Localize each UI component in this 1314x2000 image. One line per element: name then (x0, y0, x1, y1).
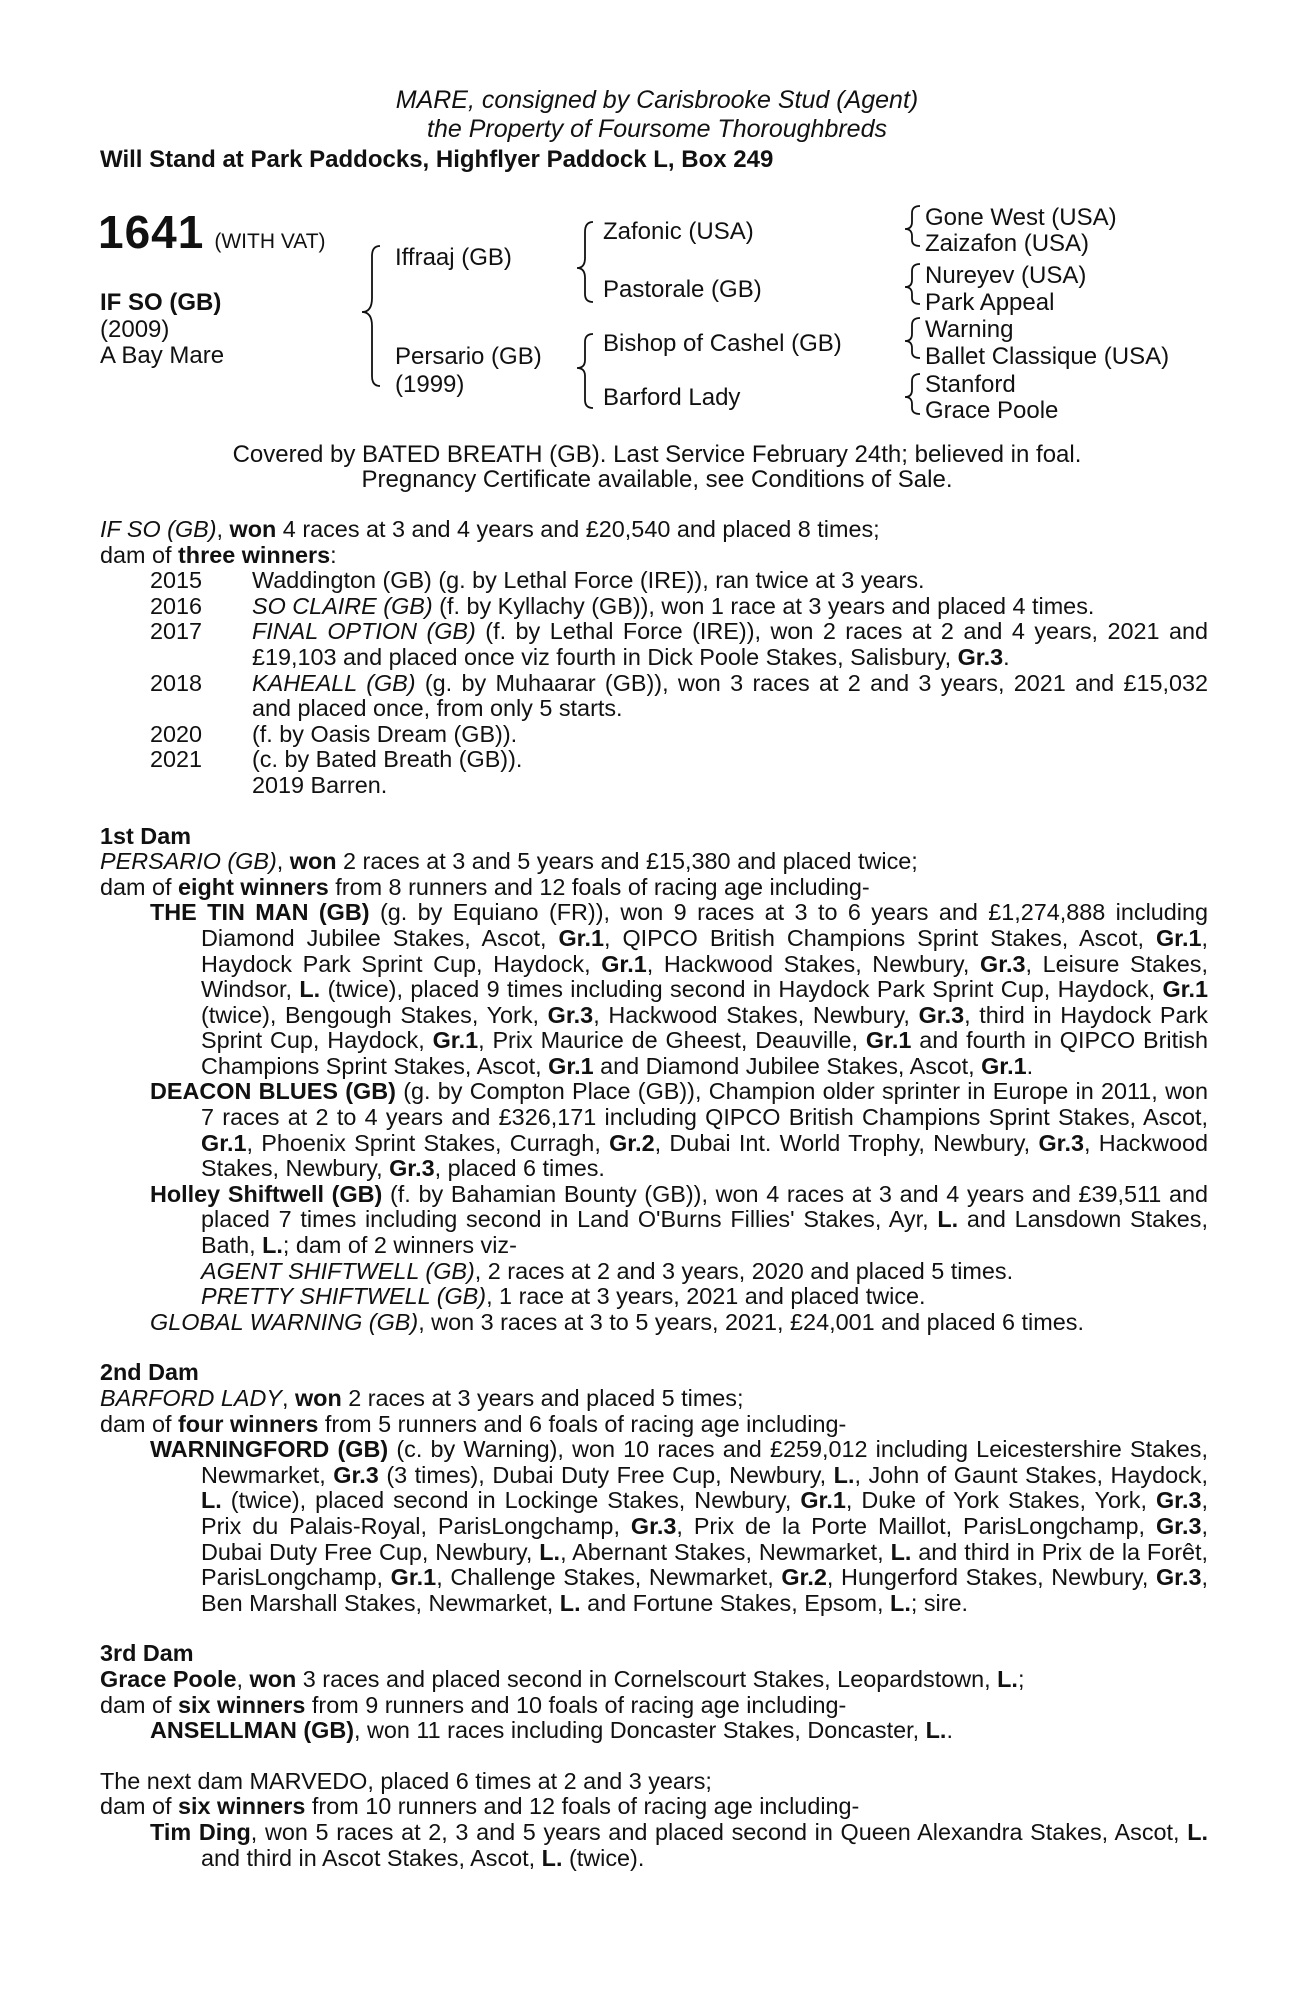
tim-ding-entry: Tim Ding, won 5 races at 2, 3 and 5 years and placed second in Queen Alexandra Stakes, Ascot, L. and third in Ascot Stakes, Ascot, L. (twice). (150, 1818, 1208, 1871)
vat-note: (WITH VAT) (214, 230, 326, 253)
stabling-line: Will Stand at Park Paddocks, Highflyer Paddock L, Box 249 (100, 146, 774, 173)
brace-gen2-dam (577, 334, 593, 408)
brace-gen2-sire (577, 222, 593, 302)
brace-gen1 (362, 246, 380, 386)
ansellman-entry: ANSELLMAN (GB), won 11 races including Doncaster Stakes, Doncaster, L.. (150, 1717, 953, 1744)
dam2-record: BARFORD LADY, won 2 races at 3 years and placed 5 times; (100, 1385, 744, 1411)
covered-line: Covered by BATED BREATH (GB). Last Service February 24th; believed in foal. (232, 441, 1082, 468)
dam2-heading: 2nd Dam (100, 1359, 199, 1386)
nextdam-dam-of: dam of six winners from 10 runners and 12 foals of racing age including- (100, 1793, 860, 1820)
dam3-heading: 3rd Dam (100, 1640, 194, 1667)
pregnancy-line: Pregnancy Certificate available, see Conditions of Sale. (361, 466, 953, 493)
barren-row: 2019 Barren. (252, 771, 388, 798)
brace-gen3-1 (905, 206, 920, 246)
horse-description: A Bay Mare (100, 342, 225, 369)
dam1-record: PERSARIO (GB), won 2 races at 3 and 5 years and £15,380 and placed twice; (100, 848, 918, 875)
mare-record: IF SO (GB), won 4 races at 3 and 4 years and £20,540 and placed 8 times; (100, 516, 880, 542)
pedigree-gen3-2: Zaizafon (USA) (925, 230, 1090, 257)
brace-gen3-2 (905, 264, 920, 304)
pedigree-dam: Persario (GB) (395, 343, 542, 370)
tin-man-entry: THE TIN MAN (GB) (g. by Equiano (FR)), won 9 races at 3 to 6 years and £1,274,888 including Diamond Jubilee Stakes, Ascot, Gr.1, QIPCO British Champions Sprint Stakes, Ascot, Gr.1, Haydock Park Sprint Cup, Haydock, Gr.1, Hackwood Stakes, Newbury, Gr.3, Leisure Stakes, Windsor, L. (twice), placed 9 times including second in Haydock Park Sprint Cup, Haydock, Gr.1 (twice), Bengough Stakes, York, Gr.3, Hackwood Stakes, Newbury, Gr.3, third in Haydock Park Sprint Cup, Haydock, Gr.1, Prix Maurice de Gheest, Deauville, Gr.1 and fourth in QIPCO British Champions Sprint Stakes, Ascot, Gr.1 and Diamond Jubilee Stakes, Ascot, Gr.1. (150, 899, 1209, 1079)
pedigree-dam-sire: Bishop of Cashel (GB) (603, 330, 842, 357)
horse-name: IF SO (GB) (100, 289, 222, 316)
produce-row: 2021 (c. by Bated Breath (GB)). (150, 746, 523, 773)
warningford-entry: WARNINGFORD (GB) (c. by Warning), won 10 races and £259,012 including Leicestershire Stakes, Newmarket, Gr.3 (3 times), Dubai Duty Free Cup, Newbury, L., John of Gaunt Stakes, Haydock, L. (twice), placed second in Lockinge Stakes, Newbury, Gr.1, Duke of York Stakes, York, Gr.3, Prix du Palais-Royal, ParisLongchamp, Gr.3, Prix de la Porte Maillot, ParisLongchamp, Gr.3, Dubai Duty Free Cup, Newbury, L., Abernant Stakes, Newmarket, L. and third in Prix de la Forêt, ParisLongchamp, Gr.1, Challenge Stakes, Newmarket, Gr.2, Hungerford Stakes, Newbury, Gr.3, Ben Marshall Stakes, Newmarket, L. and Fortune Stakes, Epsom, L.; sire. (150, 1436, 1209, 1616)
pedigree-sire: Iffraaj (GB) (395, 244, 512, 271)
pedigree-dam-dam: Barford Lady (603, 384, 741, 411)
pretty-shiftwell-entry: PRETTY SHIFTWELL (GB), 1 race at 3 years, 2021 and placed twice. (201, 1283, 926, 1310)
produce-row: 2016 SO CLAIRE (GB) (f. by Kyllachy (GB)), won 1 race at 3 years and placed 4 times. (150, 592, 1095, 619)
brace-gen3-4 (905, 374, 920, 414)
pedigree-gen3-7: Stanford (925, 371, 1016, 398)
catalogue-body (100, 517, 1208, 1871)
brace-gen3-3 (905, 318, 920, 358)
produce-row: 2020 (f. by Oasis Dream (GB)). (150, 720, 518, 747)
global-warning-entry: GLOBAL WARNING (GB), won 3 races at 3 to 5 years, 2021, £24,001 and placed 6 times. (150, 1308, 1084, 1335)
dam3-record: Grace Poole, won 3 races and placed second in Cornelscourt Stakes, Leopardstown, L.; (100, 1665, 1025, 1692)
lot-number: 1641 (98, 206, 205, 258)
pedigree-gen3-4: Park Appeal (925, 289, 1055, 316)
pedigree-gen3-8: Grace Poole (925, 397, 1059, 424)
pedigree-gen3-3: Nureyev (USA) (925, 262, 1087, 289)
dam1-dam-of: dam of eight winners from 8 runners and 12 foals of racing age including- (100, 873, 870, 900)
mare-dam-of: dam of three winners: (100, 541, 337, 568)
pedigree-sire-dam: Pastorale (GB) (603, 276, 762, 303)
produce-row: 2018 KAHEALL (GB) (g. by Muhaarar (GB)), won 3 races at 2 and 3 years, 2021 and £15,032 and placed once, from only 5 starts. (150, 669, 1208, 722)
dam3-dam-of: dam of six winners from 9 runners and 10 foals of racing age including- (100, 1691, 847, 1718)
horse-year: (2009) (100, 316, 170, 343)
nextdam-line: The next dam MARVEDO, placed 6 times at 2 and 3 years; (100, 1767, 712, 1794)
dam2-dam-of: dam of four winners from 5 runners and 6 foals of racing age including- (100, 1410, 847, 1437)
pedigree-gen3-1: Gone West (USA) (925, 204, 1117, 231)
produce-row: 2017 FINAL OPTION (GB) (f. by Lethal Force (IRE)), won 2 races at 2 and 4 years, 2021 and £19,103 and placed once viz fourth in Dick Poole Stakes, Salisbury, Gr.3. (150, 618, 1208, 670)
pedigree-sire-sire: Zafonic (USA) (603, 218, 754, 245)
pedigree-gen3-6: Ballet Classique (USA) (925, 343, 1170, 370)
consignor-line: MARE, consigned by Carisbrooke Stud (Agent) (395, 86, 919, 114)
pedigree-dam-year: (1999) (395, 371, 465, 398)
produce-row: 2015 Waddington (GB) (g. by Lethal Force (IRE)), ran twice at 3 years. (150, 567, 925, 594)
dam1-heading: 1st Dam (100, 822, 192, 849)
pedigree-gen3-5: Warning (925, 316, 1014, 343)
property-line: the Property of Foursome Thoroughbreds (427, 115, 887, 143)
agent-shiftwell-entry: AGENT SHIFTWELL (GB), 2 races at 2 and 3 years, 2020 and placed 5 times. (201, 1257, 1014, 1284)
holley-shiftwell-entry: Holley Shiftwell (GB) (f. by Bahamian Bounty (GB)), won 4 races at 3 and 4 years and £39,511 and placed 7 times including second in Land O'Burns Fillies' Stakes, Ayr, L. and Lansdown Stakes, Bath, L.; dam of 2 winners viz- (150, 1180, 1208, 1259)
deacon-blues-entry: DEACON BLUES (GB) (g. by Compton Place (GB)), Champion older sprinter in Europe in 2011, won 7 races at 2 to 4 years and £326,171 including QIPCO British Champions Sprint Stakes, Ascot, Gr.1, Phoenix Sprint Stakes, Curragh, Gr.2, Dubai Int. World Trophy, Newbury, Gr.3, Hackwood Stakes, Newbury, Gr.3, placed 6 times. (150, 1078, 1208, 1182)
